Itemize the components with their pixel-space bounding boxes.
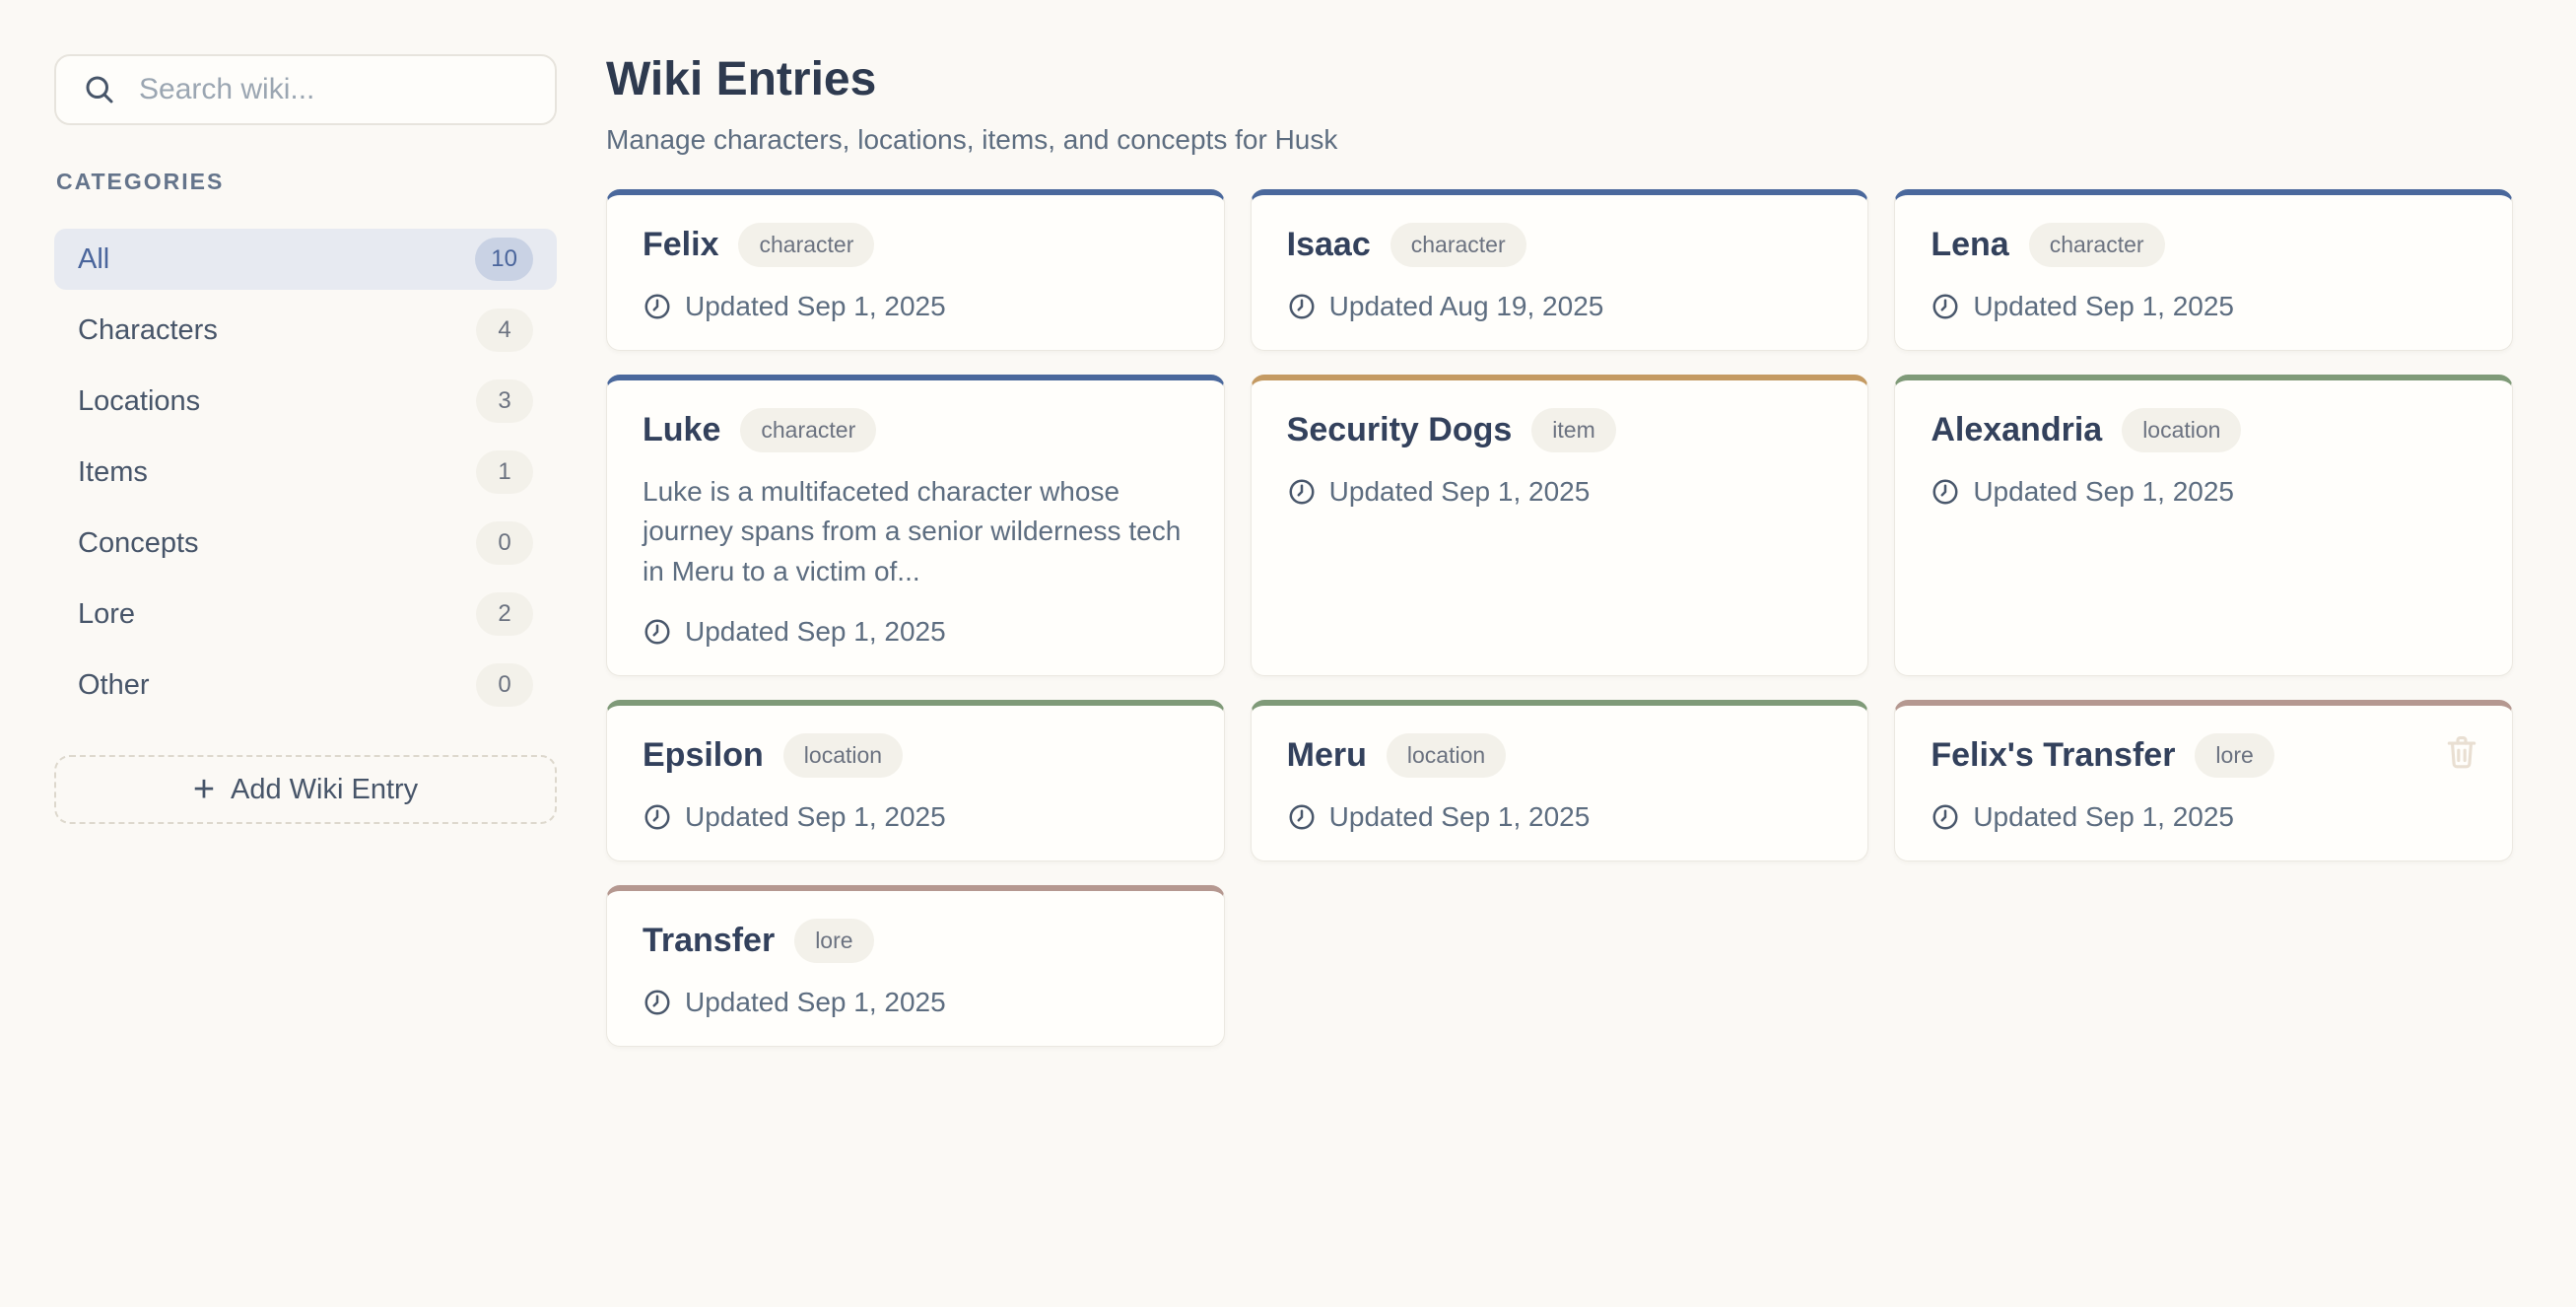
entry-title: Isaac <box>1286 225 1371 263</box>
sidebar-item-concepts[interactable] <box>54 513 557 574</box>
clock-icon <box>1287 802 1317 832</box>
category-count-badge: 2 <box>476 592 533 636</box>
plus-icon: + <box>192 769 216 810</box>
wiki-card-lena[interactable] <box>1894 189 2513 351</box>
entry-title: Alexandria <box>1931 410 2103 448</box>
entry-updated-text: Updated Sep 1, 2025 <box>685 615 946 647</box>
wiki-card-alexandria[interactable] <box>1894 375 2513 676</box>
clock-icon <box>643 988 672 1017</box>
entry-updated-text: Updated Sep 1, 2025 <box>1328 475 1591 507</box>
category-label: Locations <box>78 384 201 417</box>
clock-icon <box>643 617 672 647</box>
entry-updated <box>1287 476 1833 508</box>
main-content <box>606 54 2513 1047</box>
entry-updated-text: Updated Sep 1, 2025 <box>1973 800 2234 832</box>
card-header <box>1287 223 1833 267</box>
category-label: Concepts <box>78 526 199 559</box>
sidebar-item-all[interactable] <box>54 229 557 290</box>
delete-entry-button[interactable] <box>2443 731 2480 771</box>
search-input[interactable] <box>139 73 529 106</box>
wiki-entry-grid <box>606 189 2513 1047</box>
card-header <box>643 408 1188 452</box>
clock-icon <box>1287 292 1317 321</box>
sidebar-item-characters[interactable] <box>54 300 557 361</box>
category-count-badge: 4 <box>476 309 533 352</box>
card-header <box>643 733 1188 778</box>
entry-title: Security Dogs <box>1286 410 1513 448</box>
entry-type-badge: location <box>783 733 903 778</box>
clock-icon <box>1931 292 1960 321</box>
wiki-card-transfer[interactable] <box>606 885 1225 1047</box>
category-label: Items <box>78 455 148 488</box>
entry-updated <box>1287 801 1833 833</box>
sidebar-item-other[interactable] <box>54 654 557 716</box>
clock-icon <box>1287 477 1317 507</box>
entry-updated <box>1931 476 2476 508</box>
entry-updated <box>643 291 1188 322</box>
entry-type-badge: character <box>738 223 874 267</box>
entry-updated-text: Updated Sep 1, 2025 <box>1973 475 2234 507</box>
card-header <box>1931 408 2476 452</box>
entry-updated <box>1287 291 1833 322</box>
wiki-card-felix[interactable] <box>606 189 1225 351</box>
entry-title: Epsilon <box>643 735 764 774</box>
add-wiki-entry-label: Add Wiki Entry <box>231 773 419 805</box>
search-box[interactable] <box>54 54 557 125</box>
sidebar-item-locations[interactable] <box>54 371 557 432</box>
category-label: Lore <box>78 597 136 630</box>
card-header <box>1287 408 1833 452</box>
sidebar-item-items[interactable] <box>54 442 557 503</box>
entry-title: Lena <box>1931 225 2009 263</box>
category-count-badge: 0 <box>476 663 533 707</box>
entry-title: Transfer <box>643 921 776 959</box>
category-label: All <box>78 242 110 275</box>
entry-type-badge: location <box>1387 733 1506 778</box>
entry-type-badge: item <box>1531 408 1615 452</box>
wiki-card-felix-s-transfer[interactable] <box>1894 700 2513 861</box>
entry-type-badge: character <box>740 408 876 452</box>
entry-type-badge: lore <box>2195 733 2273 778</box>
entry-updated-text: Updated Sep 1, 2025 <box>685 800 946 832</box>
entry-type-badge: lore <box>794 919 873 963</box>
category-count-badge: 3 <box>476 379 533 423</box>
categories-heading: CATEGORIES <box>56 169 225 194</box>
card-header <box>1287 733 1833 778</box>
entry-updated-text: Updated Sep 1, 2025 <box>685 986 946 1017</box>
entry-updated <box>643 616 1188 648</box>
page-subtitle: Manage characters, locations, items, and concepts for Husk <box>606 123 1338 155</box>
entry-updated <box>643 801 1188 833</box>
clock-icon <box>643 292 672 321</box>
card-header <box>1931 733 2476 778</box>
wiki-card-epsilon[interactable] <box>606 700 1225 861</box>
category-count-badge: 0 <box>476 521 533 565</box>
entry-updated-text: Updated Sep 1, 2025 <box>1328 800 1591 832</box>
wiki-card-security-dogs[interactable] <box>1251 375 1869 676</box>
entry-updated <box>1931 801 2476 833</box>
entry-title: Luke <box>643 410 721 448</box>
search-icon <box>82 72 117 107</box>
category-count-badge: 10 <box>475 238 533 281</box>
card-header <box>643 223 1188 267</box>
entry-updated-text: Updated Sep 1, 2025 <box>685 290 946 321</box>
sidebar-item-lore[interactable] <box>54 584 557 645</box>
category-label: Other <box>78 668 150 701</box>
wiki-card-meru[interactable] <box>1251 700 1869 861</box>
add-wiki-entry-button[interactable] <box>54 755 557 824</box>
entry-type-badge: character <box>2029 223 2165 267</box>
wiki-card-luke[interactable] <box>606 375 1225 676</box>
entry-title: Felix's Transfer <box>1931 735 2176 774</box>
card-header <box>1931 223 2476 267</box>
category-count-badge: 1 <box>476 450 533 494</box>
wiki-card-isaac[interactable] <box>1251 189 1869 351</box>
page-title: Wiki Entries <box>606 53 877 105</box>
category-label: Characters <box>78 313 218 346</box>
clock-icon <box>1931 802 1960 832</box>
entry-title: Meru <box>1286 735 1367 774</box>
entry-description: Luke is a multifaceted character whose journey spans from a senior wilderness tech in Meru to a victim of... <box>643 475 1182 586</box>
entry-title: Felix <box>643 225 719 263</box>
clock-icon <box>643 802 672 832</box>
entry-type-badge: character <box>1390 223 1526 267</box>
entry-updated-text: Updated Sep 1, 2025 <box>1973 290 2234 321</box>
entry-updated <box>643 987 1188 1018</box>
entry-updated-text: Updated Aug 19, 2025 <box>1328 290 1604 321</box>
sidebar <box>54 54 557 1047</box>
card-header <box>643 919 1188 963</box>
trash-icon <box>2443 731 2480 771</box>
clock-icon <box>1931 477 1960 507</box>
entry-updated <box>1931 291 2476 322</box>
category-list <box>54 229 557 716</box>
entry-type-badge: location <box>2122 408 2241 452</box>
